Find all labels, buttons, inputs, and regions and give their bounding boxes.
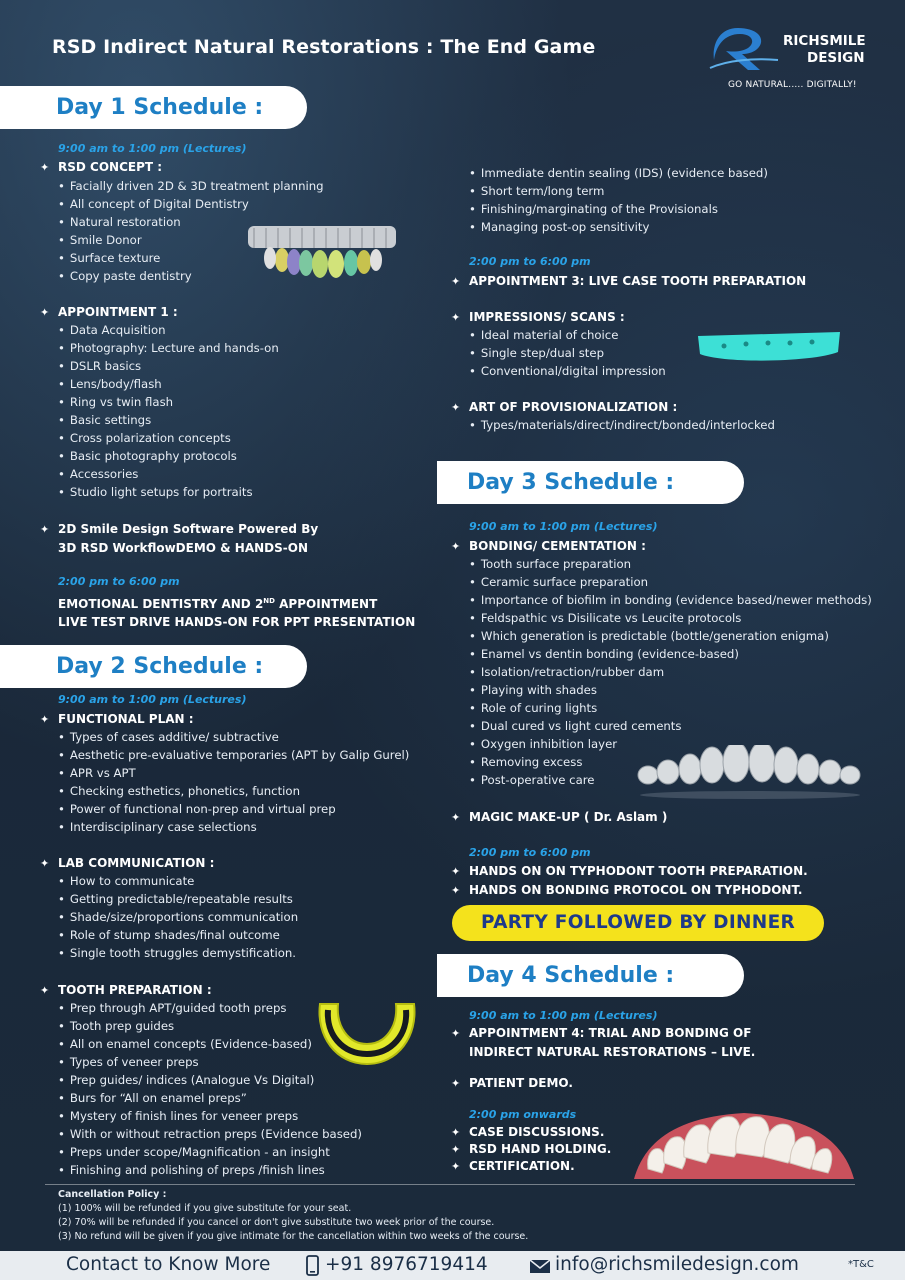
day2-impressions-list bbox=[469, 326, 666, 380]
day1-heading: Day 1 Schedule : bbox=[56, 95, 264, 120]
prep-guide-image bbox=[312, 996, 422, 1068]
list-item: • Photography: Lecture and hands-on bbox=[58, 339, 279, 357]
list-item: • Importance of biofilm in bonding (evidence based/newer methods) bbox=[469, 591, 872, 609]
day4-heading: Day 4 Schedule : bbox=[467, 963, 675, 988]
contact-email[interactable]: info@richsmiledesign.com bbox=[555, 1254, 799, 1275]
list-item: • Types of veneer preps bbox=[58, 1053, 362, 1071]
list-item: • Facially driven 2D & 3D treatment planning bbox=[58, 177, 324, 195]
list-item: • Basic settings bbox=[58, 411, 279, 429]
day2-header bbox=[0, 645, 307, 688]
policy-line: (2) 70% will be refunded if you cancel or don't give substitute two week prior of the course. bbox=[58, 1217, 495, 1228]
list-item: • Checking esthetics, phonetics, function bbox=[58, 782, 409, 800]
list-item: • Natural restoration bbox=[58, 213, 324, 231]
phone-icon bbox=[306, 1255, 319, 1276]
list-item: • Tooth prep guides bbox=[58, 1017, 362, 1035]
list-item: • Basic photography protocols bbox=[58, 447, 279, 465]
day4-afternoon-list: ✦ CASE DISCUSSIONS. ✦ RSD HAND HOLDING. ✦ CERTIFICATION. bbox=[451, 1125, 612, 1173]
policy-line: (1) 100% will be refunded if you give substitute for your seat. bbox=[58, 1203, 352, 1214]
contact-bar bbox=[0, 1251, 905, 1280]
contact-label: Contact to Know More bbox=[66, 1254, 271, 1275]
sparkle-icon: ✦ bbox=[40, 523, 50, 536]
day2-lab-list bbox=[58, 872, 298, 962]
sparkle-icon: ✦ bbox=[40, 161, 50, 174]
list-item: • With or without retraction preps (Evidence based) bbox=[58, 1125, 362, 1143]
day2-heading: Day 2 Schedule : bbox=[56, 654, 264, 679]
sparkle-icon: ✦ bbox=[451, 540, 461, 553]
list-item: • Copy paste dentistry bbox=[58, 267, 324, 285]
list-item: • Preps under scope/Magnification - an insight bbox=[58, 1143, 362, 1161]
list-item: • Studio light setups for portraits bbox=[58, 483, 279, 501]
list-item: • Playing with shades bbox=[469, 681, 872, 699]
list-item: • Prep through APT/guided tooth preps bbox=[58, 999, 362, 1017]
sparkle-icon: ✦ bbox=[451, 401, 461, 414]
list-item: • Burs for “All on enamel preps” bbox=[58, 1089, 362, 1107]
day4-header bbox=[437, 954, 744, 997]
sparkle-icon: ✦ bbox=[451, 811, 461, 824]
day2-provisional-list bbox=[469, 416, 775, 434]
list-item: • APR vs APT bbox=[58, 764, 409, 782]
day1-appointment1-title: ✦ APPOINTMENT 1 : bbox=[58, 303, 178, 322]
sparkle-icon: ✦ bbox=[40, 857, 50, 870]
list-item: • Types of cases additive/ subtractive bbox=[58, 728, 409, 746]
envelope-icon bbox=[529, 1259, 551, 1274]
veneers-image bbox=[634, 745, 866, 801]
list-item: • Surface texture bbox=[58, 249, 324, 267]
list-item: • Mystery of finish lines for veneer preps bbox=[58, 1107, 362, 1125]
list-item: • Cross polarization concepts bbox=[58, 429, 279, 447]
sparkle-icon: ✦ bbox=[40, 984, 50, 997]
day2-functional-title: ✦ FUNCTIONAL PLAN : bbox=[58, 710, 194, 729]
list-item: • Single tooth struggles demystification. bbox=[58, 944, 298, 962]
page-title: RSD Indirect Natural Restorations : The End Game bbox=[52, 36, 596, 58]
list-item: • Data Acquisition bbox=[58, 321, 279, 339]
list-item: • Finishing and polishing of preps /finish lines bbox=[58, 1161, 362, 1179]
list-item: • Removing excess bbox=[469, 753, 872, 771]
digital-teeth-model-image bbox=[248, 222, 398, 280]
sparkle-icon: ✦ bbox=[40, 713, 50, 726]
day1-header bbox=[0, 86, 307, 129]
day3-time-morning: 9:00 am to 1:00 pm (Lectures) bbox=[469, 520, 658, 533]
day2-continued-list bbox=[469, 164, 768, 236]
footer-divider bbox=[45, 1184, 855, 1185]
sparkle-icon: ✦ bbox=[451, 1077, 461, 1090]
day4-time-morning: 9:00 am to 1:00 pm (Lectures) bbox=[469, 1009, 658, 1022]
list-item: • Shade/size/proportions communication bbox=[58, 908, 298, 926]
list-item: • Lens/body/flash bbox=[58, 375, 279, 393]
policy-heading: Cancellation Policy : bbox=[58, 1189, 167, 1200]
day4-appointment4: ✦ APPOINTMENT 4: TRIAL AND BONDING OF INDIRECT NATURAL RESTORATIONS – LIVE. bbox=[451, 1026, 756, 1059]
list-item: • Tooth surface preparation bbox=[469, 555, 872, 573]
day3-hands-on: ✦ HANDS ON ON TYPHODONT TOOTH PREPARATION. ✦ HANDS ON BONDING PROTOCOL ON TYPHODONT. bbox=[469, 862, 808, 900]
list-item: • Immediate dentin sealing (IDS) (evidence based) bbox=[469, 164, 768, 182]
sparkle-icon: ✦ bbox=[451, 275, 461, 288]
terms-note: *T&C bbox=[848, 1259, 874, 1270]
day1-emotional-dentistry: EMOTIONAL DENTISTRY AND 2ND APPOINTMENT LIVE TEST DRIVE HANDS-ON FOR PPT PRESENTATION bbox=[58, 597, 416, 629]
contact-phone[interactable]: +91 8976719414 bbox=[325, 1254, 488, 1275]
day2-time-afternoon: 2:00 pm to 6:00 pm bbox=[469, 255, 591, 268]
list-item: • Power of functional non-prep and virtual prep bbox=[58, 800, 409, 818]
day2-time-morning: 9:00 am to 1:00 pm (Lectures) bbox=[58, 693, 247, 706]
day3-header bbox=[437, 461, 744, 504]
list-item: • Which generation is predictable (bottle/generation enigma) bbox=[469, 627, 872, 645]
sparkle-icon: ✦ bbox=[451, 1160, 461, 1173]
list-item: • Ideal material of choice bbox=[469, 326, 666, 344]
day3-bonding-title: ✦ BONDING/ CEMENTATION : bbox=[469, 537, 646, 556]
day1-time-morning: 9:00 am to 1:00 pm (Lectures) bbox=[58, 142, 247, 155]
list-item: • Single step/dual step bbox=[469, 344, 666, 362]
sparkle-icon: ✦ bbox=[451, 1143, 461, 1156]
cancellation-policy bbox=[58, 1188, 528, 1244]
list-item: • Short term/long term bbox=[469, 182, 768, 200]
logo-line1: RICHSMILE bbox=[783, 33, 866, 49]
logo-line2: DESIGN bbox=[807, 50, 865, 66]
day2-toothprep-title: ✦ TOOTH PREPARATION : bbox=[58, 981, 212, 1000]
list-item: • How to communicate bbox=[58, 872, 298, 890]
day3-time-afternoon: 2:00 pm to 6:00 pm bbox=[469, 846, 591, 859]
list-item: • Role of stump shades/final outcome bbox=[58, 926, 298, 944]
sparkle-icon: ✦ bbox=[451, 884, 461, 897]
list-item: • Enamel vs dentin bonding (evidence-based) bbox=[469, 645, 872, 663]
sparkle-icon: ✦ bbox=[40, 306, 50, 319]
day2-appointment3: ✦ APPOINTMENT 3: LIVE CASE TOOTH PREPARATION bbox=[469, 272, 806, 291]
party-banner: PARTY FOLLOWED BY DINNER bbox=[452, 905, 824, 941]
list-item: • Aesthetic pre-evaluative temporaries (APT by Galip Gurel) bbox=[58, 746, 409, 764]
sparkle-icon: ✦ bbox=[451, 1126, 461, 1139]
list-item: • Accessories bbox=[58, 465, 279, 483]
list-item: • Finishing/marginating of the Provisionals bbox=[469, 200, 768, 218]
list-item: • All on enamel concepts (Evidence-based) bbox=[58, 1035, 362, 1053]
list-item: • Ring vs twin flash bbox=[58, 393, 279, 411]
day3-heading: Day 3 Schedule : bbox=[467, 470, 675, 495]
logo-tagline: GO NATURAL..... DIGITALLY! bbox=[728, 80, 857, 90]
day4-patient-demo: ✦ PATIENT DEMO. bbox=[469, 1074, 573, 1093]
day1-software-title: ✦ 2D Smile Design Software Powered By 3D RSD WorkflowDEMO & HANDS-ON bbox=[40, 522, 319, 555]
day2-functional-list bbox=[58, 728, 409, 836]
sparkle-icon: ✦ bbox=[451, 311, 461, 324]
list-item: • Dual cured vs light cured cements bbox=[469, 717, 872, 735]
day1-rsd-concept-title: ✦ RSD CONCEPT : bbox=[58, 158, 162, 177]
list-item: • Isolation/retraction/rubber dam bbox=[469, 663, 872, 681]
list-item: • DSLR basics bbox=[58, 357, 279, 375]
day1-appointment1-list bbox=[58, 321, 279, 501]
day4-time-afternoon: 2:00 pm onwards bbox=[469, 1108, 577, 1121]
list-item: • All concept of Digital Dentistry bbox=[58, 195, 324, 213]
logo-wordmark bbox=[783, 33, 866, 67]
list-item: • Post-operative care bbox=[469, 771, 872, 789]
list-item: • Conventional/digital impression bbox=[469, 362, 666, 380]
smile-teeth-image bbox=[634, 1103, 854, 1179]
list-item: • Feldspathic vs Disilicate vs Leucite protocols bbox=[469, 609, 872, 627]
sparkle-icon: ✦ bbox=[451, 865, 461, 878]
sparkle-icon: ✦ bbox=[451, 1027, 461, 1040]
list-item: • Types/materials/direct/indirect/bonded/interlocked bbox=[469, 416, 775, 434]
list-item: • Getting predictable/repeatable results bbox=[58, 890, 298, 908]
logo-mark-icon bbox=[708, 24, 780, 74]
day1-time-afternoon: 2:00 pm to 6:00 pm bbox=[58, 575, 180, 588]
scan-tray-image bbox=[694, 328, 844, 368]
list-item: • Prep guides/ indices (Analogue Vs Digital) bbox=[58, 1071, 362, 1089]
list-item: • Oxygen inhibition layer bbox=[469, 735, 872, 753]
list-item: • Smile Donor bbox=[58, 231, 324, 249]
list-item: • Interdisciplinary case selections bbox=[58, 818, 409, 836]
day2-impressions-title: ✦ IMPRESSIONS/ SCANS : bbox=[469, 308, 625, 327]
policy-line: (3) No refund will be given if you give intimate for the cancellation within two weeks of the course. bbox=[58, 1231, 529, 1242]
day3-magic-makeup: ✦ MAGIC MAKE-UP ( Dr. Aslam ) bbox=[469, 808, 667, 827]
day2-lab-title: ✦ LAB COMMUNICATION : bbox=[58, 854, 214, 873]
list-item: • Managing post-op sensitivity bbox=[469, 218, 768, 236]
list-item: • Ceramic surface preparation bbox=[469, 573, 872, 591]
list-item: • Role of curing lights bbox=[469, 699, 872, 717]
day2-provisional-title: ✦ ART OF PROVISIONALIZATION : bbox=[469, 398, 677, 417]
